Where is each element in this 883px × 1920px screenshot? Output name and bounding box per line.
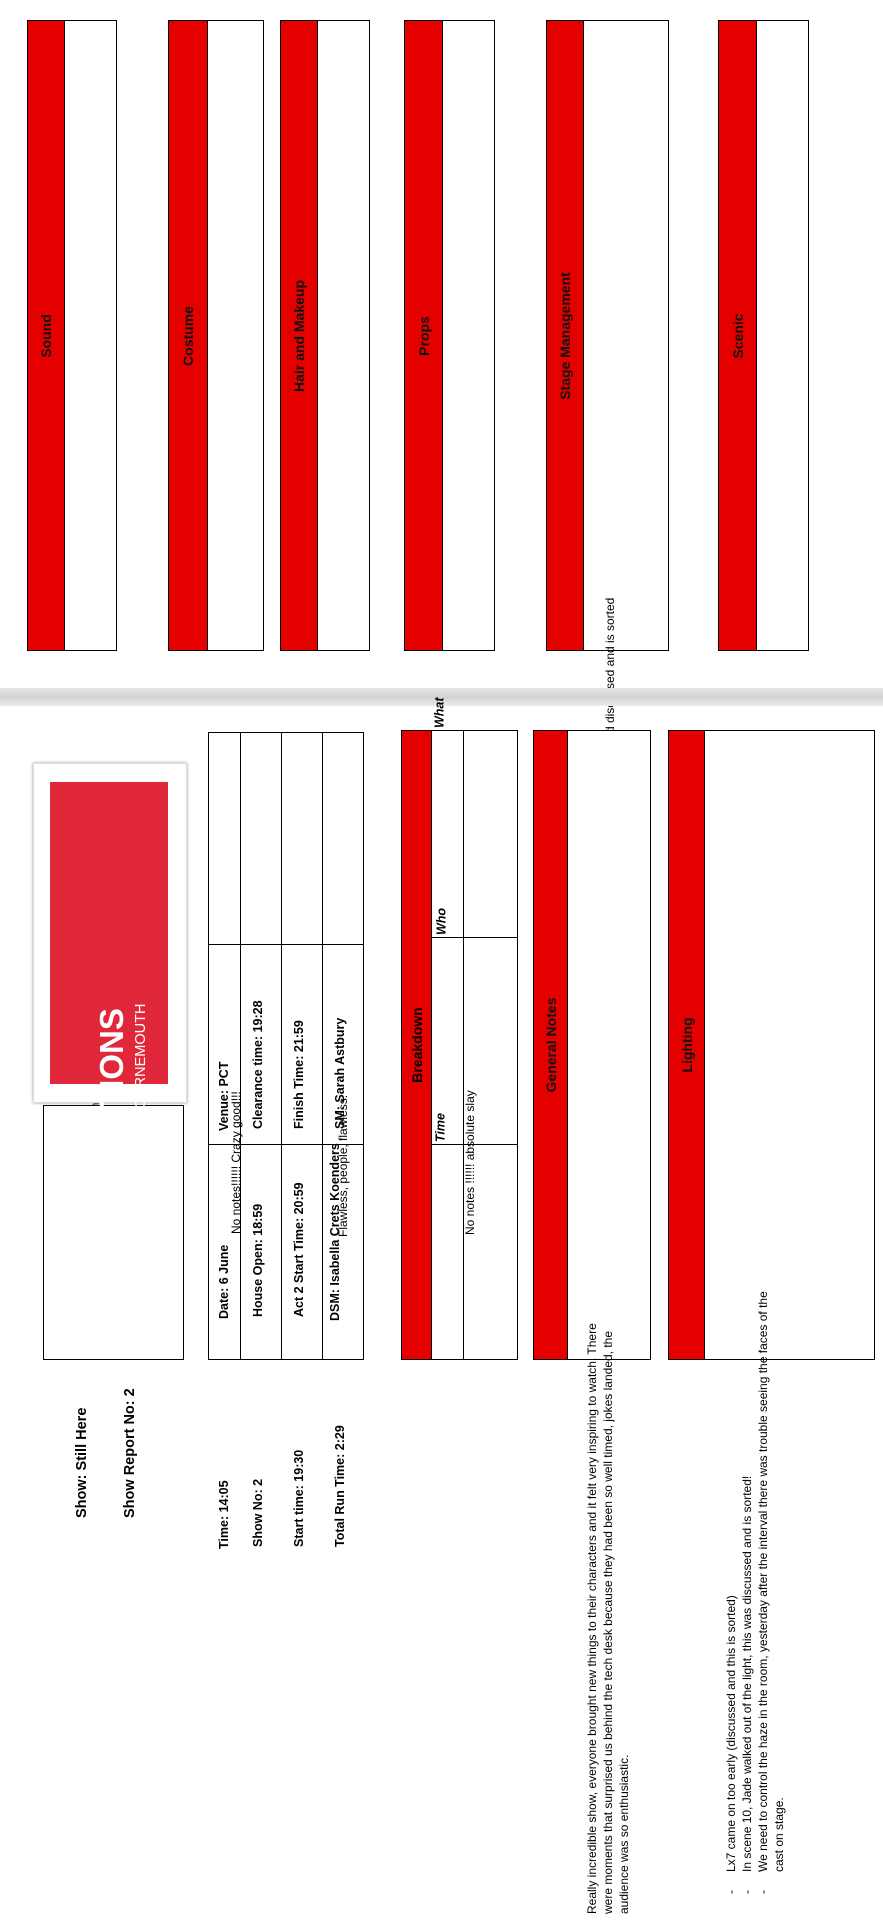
info-cell: Show No: 2 <box>240 1144 282 1360</box>
section-title: Lighting <box>678 1017 695 1073</box>
breakdown-col-who: Who <box>431 937 518 1145</box>
section-header <box>281 21 318 650</box>
section-title: Sound <box>38 313 54 358</box>
logo-line-1: AUB <box>58 1178 96 1252</box>
general-notes-text: Really incredible show, everyone brought new things to their characters and it felt very inspiring to watch. There were moments that surprised us behind the tech desk because they had been so well timed, jokes landed, the audience was so enthusiastic. <box>585 1323 631 1914</box>
info-cell: Act 2 Start Time: 20:59 <box>281 944 323 1145</box>
info-cell: House Open: 18:59 <box>240 944 282 1145</box>
info-cell: SM: Sarah Astbury <box>322 732 364 945</box>
section-title: Props <box>415 315 432 356</box>
section-title: Costume <box>180 305 196 366</box>
breakdown-header <box>401 730 432 1360</box>
section-title: Hair and Makeup <box>291 279 307 392</box>
lighting-notes <box>723 1283 787 1902</box>
logo-line-2: PRODUCTIONS <box>93 1008 130 1252</box>
general-notes-section <box>533 730 651 1914</box>
breakdown-col-time: Time <box>431 1144 518 1360</box>
info-cell: DSM: Isabella Crets Koenders <box>322 944 364 1145</box>
show-report-number: Show Report No: 2 <box>122 1388 138 1518</box>
scenic-section <box>718 20 809 651</box>
section-title: General Notes <box>542 997 559 1093</box>
hair-notes: Flawless, people, flawless. <box>336 1094 350 1237</box>
info-cell: Clearance time: 19:28 <box>240 732 282 945</box>
costume-notes: No notes!!!!!! Crazy good!!! <box>229 1091 243 1234</box>
list-item: - In scene 10, Jade walked out of the light, this was discussed and is sorted! <box>739 1283 755 1902</box>
section-title: Scenic <box>729 312 746 359</box>
section-header <box>534 731 568 1359</box>
section-header <box>547 21 584 650</box>
logo-line-3: ARTS UNIVERSITY BOURNEMOUTH <box>133 1003 149 1252</box>
list-item: - We need to control the haze in the room, yesterday after the interval there was trouble seeing the faces of the cast on stage. <box>755 1283 787 1902</box>
info-cell: Finish Time: 21:59 <box>281 732 323 945</box>
list-item: - Lx7 came on too early (discussed and this is sorted) <box>723 1283 739 1902</box>
lighting-section <box>668 730 875 1872</box>
section-title: Stage Management <box>557 271 573 400</box>
info-cell: Venue: PCT <box>208 732 241 945</box>
section-header <box>669 731 705 1359</box>
section-header <box>28 21 65 650</box>
section-header <box>719 21 757 650</box>
info-cell: Total Run Time: 2:29 <box>322 1144 364 1360</box>
info-cell: Date: 6 June <box>208 944 241 1145</box>
breakdown-title: Breakdown <box>408 1007 425 1083</box>
stage-management-section <box>546 20 669 651</box>
section-header <box>405 21 443 650</box>
aub-productions-logo <box>33 763 187 1252</box>
info-cell: Start time: 19:30 <box>281 1144 323 1360</box>
section-header <box>169 21 208 650</box>
props-notes: No notes !!!!!! absolute slay <box>463 1090 477 1235</box>
show-title: Show: Still Here <box>74 1407 90 1518</box>
info-cell: Time: 14:05 <box>208 1144 241 1360</box>
sound-section <box>27 20 117 651</box>
breakdown-col-what: What <box>431 730 518 938</box>
